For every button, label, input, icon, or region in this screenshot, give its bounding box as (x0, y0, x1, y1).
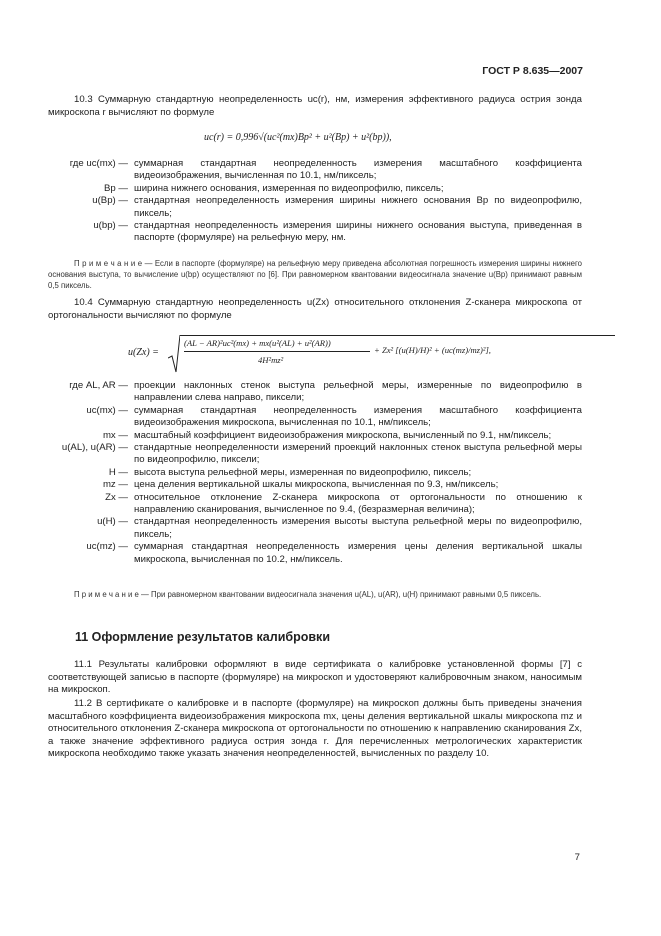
def-text: суммарная стандартная неопределенность измерения цены деления вертикальной шкалы микроскопа, вычисленная по 10.2, нм/пиксель. (134, 541, 582, 565)
def-text: стандартные неопределенности измерений проекций наклонных стенок выступа рельефной меры по видеопрофилю, пиксели; (134, 442, 582, 466)
def-row (22, 467, 582, 479)
def-text: относительное отклонение Z-сканера микроскопа от ортогональности по отношению к направлению сканирования, вычисленное по 9.4, (безразмерная величина); (134, 491, 582, 516)
def-row (22, 541, 582, 566)
formula-u-zx (128, 334, 588, 374)
def-row (22, 479, 582, 491)
note-10-4: П р и м е ч а н и е — При равномерном квантовании видеосигнала значения u(AL), u(AR), u(H) принимают равными 0,5 пиксель. (74, 590, 542, 599)
where-label: где (69, 380, 84, 391)
fraction-bar (184, 351, 370, 352)
section-11-heading: 11 Оформление результатов калибровки (75, 630, 330, 644)
paragraph-11-1: 11.1 Результаты калибровки оформляют в виде сертификата о калибровке установленной формы [7] с соответствующей записью в паспорте (формуляре) на микроскоп и удостоверяют калибровочным знаком, наносимым на микроскоп. (48, 659, 582, 696)
def-row (22, 442, 582, 467)
def-row (22, 195, 582, 220)
def-term: Zx — (105, 491, 128, 503)
def-row (22, 380, 582, 405)
def-row (22, 220, 582, 245)
def-text: стандартная неопределенность измерения ширины нижнего основания выступа, приведенная в паспорте (формуляре) на рельефную меру, нм. (134, 220, 582, 244)
def-term: uc(mx) — (86, 404, 128, 416)
def-term: H — (108, 466, 128, 478)
def-term: u(H) — (97, 516, 128, 528)
def-term: где uc(mx) — (69, 158, 128, 169)
def-term: u(bp) — (93, 220, 128, 232)
where-label: где (69, 158, 84, 169)
def-text: стандартная неопределенность измерения высоты выступа рельефной меры по видеопрофилю, пиксель; (134, 516, 582, 540)
def-term: где AL, AR — (69, 380, 128, 391)
definitions-10-4 (22, 380, 582, 566)
sqrt-bar (180, 335, 615, 336)
def-term: mz — (102, 479, 128, 491)
def-text: проекции наклонных стенок выступа рельефной меры, измеренные по видеопрофилю в направлении слева направо, пиксели; (134, 380, 582, 404)
paragraph-10-3: 10.3 Суммарную стандартную неопределенность uc(r), нм, измерения эффективного радиуса острия зонда микроскопа r вычисляют по формуле (48, 94, 582, 118)
def-text: стандартная неопределенность измерения ширины нижнего основания Bp по видеопрофилю, пиксель; (134, 195, 582, 219)
formula-remainder: + Zx² [(u(H)/H)² + (uc(mz)/mz)²], (374, 345, 491, 355)
def-row (22, 516, 582, 541)
page-number: 7 (574, 852, 580, 863)
def-text: суммарная стандартная неопределенность измерения масштабного коэффициента видеоизображения, вычисленная по 10.1, нм/пиксель; (134, 158, 582, 182)
def-term: mx — (102, 429, 128, 441)
def-term: u(AL), u(AR) — (61, 442, 128, 454)
sqrt-sign (168, 334, 180, 374)
def-row (22, 405, 582, 430)
def-text: масштабный коэффициент видеоизображения микроскопа, вычисленный по 9.1, нм/пиксель; (134, 429, 552, 441)
document-id: ГОСТ Р 8.635—2007 (482, 65, 583, 77)
formula-uc-r: uc(r) = 0,996√(uc²(mx)Bp² + u²(Bp) + u²(bp)), (204, 132, 392, 143)
def-row (22, 158, 582, 183)
definitions-10-3 (22, 158, 582, 245)
def-text: цена деления вертикальной шкалы микроскопа, вычисленная по 9.3, нм/пиксель; (134, 479, 499, 491)
formula-denominator: 4H²mz² (258, 355, 284, 365)
formula-lhs: u(Zx) = (128, 347, 159, 358)
def-term: u(Bp) — (92, 195, 128, 207)
paragraph-10-4: 10.4 Суммарную стандартную неопределенность u(Zx) относительного отклонения Z-сканера микроскопа от ортогональности вычисляют по формуле (48, 297, 582, 321)
def-row (22, 430, 582, 442)
def-text: ширина нижнего основания, измеренная по видеопрофилю, пиксель; (134, 182, 444, 194)
note-10-3: П р и м е ч а н и е — Если в паспорте (формуляре) на рельефную меру приведена абсолютная погрешность измерения ширины нижнего основания выступа, то вычисление u(bp) осуществляют по [6]. При равномерном квантовании видеосигнала значение u(Bp) принимают равным 0,5 пиксель. (48, 259, 582, 290)
def-row (22, 183, 582, 195)
def-row (22, 492, 582, 517)
paragraph-11-2: 11.2 В сертификате о калибровке и в паспорте (формуляре) на микроскоп должны быть приведены значения масштабного коэффициента видеоизображения микроскопа mx, цены деления вертикальной шкалы микроскопа mz и относительного отклонения Z-сканера микроскопа от ортогональности по отношению к направлению сканирования Zx, а также значение эффективного радиуса острия зонда r. Для перечисленных метрологических характеристик микроскопа необходимо также указать значения неопределенностей, вычисленных по разделу 10. (48, 698, 582, 760)
def-term: Bp — (104, 182, 128, 194)
formula-numerator: (AL − AR)²uc²(mx) + mx(u²(AL) + u²(AR)) (184, 338, 331, 348)
def-text: суммарная стандартная неопределенность измерения масштабного коэффициента видеоизображения микроскопа, вычисленная по 10.1, нм/пиксель; (134, 404, 582, 429)
def-term: uc(mz) — (86, 541, 128, 553)
def-text: высота выступа рельефной меры, измеренная по видеопрофилю, пиксель; (134, 466, 472, 478)
